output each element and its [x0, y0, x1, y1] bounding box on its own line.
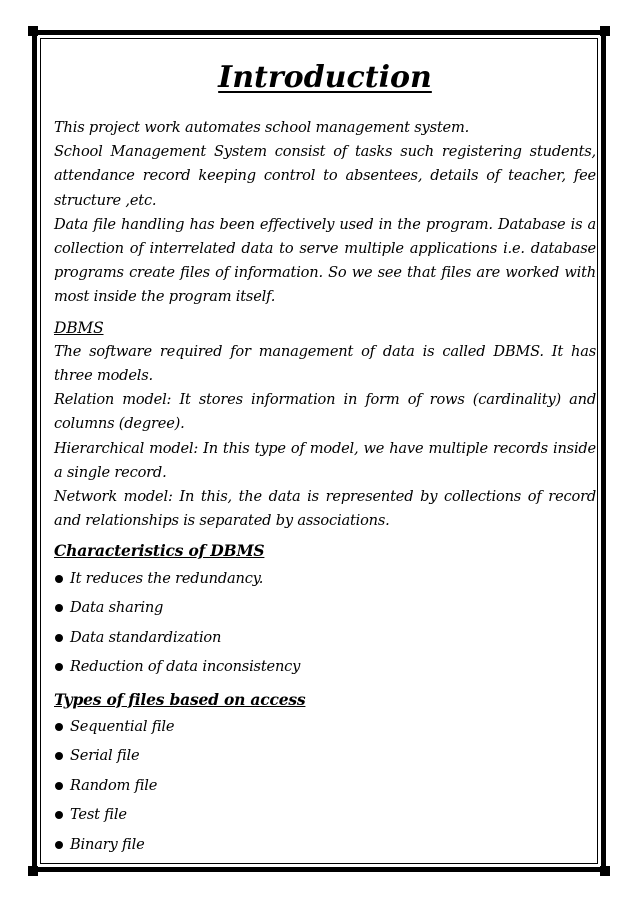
- list-item: [54, 623, 596, 653]
- bullet-icon: [55, 723, 63, 731]
- characteristics-list: [54, 564, 596, 682]
- dbms-paragraph-network-model: Network model: In this, the data is represented by collections of record and relationships is separated by associations.: [54, 488, 596, 530]
- list-item-text: Sequential file: [70, 717, 175, 735]
- bullet-icon: [55, 811, 63, 819]
- list-item: [54, 652, 596, 682]
- intro-paragraph-3: Data file handling has been effectively used in the program. Database is a collection of interrelated data to serve multiple applications i.e. database programs create files of information. So we see that files are worked with most inside the program itself.: [54, 215, 596, 306]
- list-item-text: Random file: [70, 776, 158, 794]
- bullet-icon: [55, 782, 63, 790]
- bullet-icon: [55, 604, 63, 612]
- page-title: Introduction: [218, 60, 432, 95]
- list-item-text: Binary file: [70, 835, 145, 853]
- characteristics-heading: Characteristics of DBMS: [54, 541, 265, 561]
- list-item-text: Test file: [70, 806, 127, 824]
- border-corner-bottom-left: [28, 866, 38, 876]
- list-item-text: Serial file: [70, 747, 140, 765]
- list-item-text: Data standardization: [70, 628, 222, 646]
- list-item: [54, 593, 596, 623]
- border-corner-bottom-right: [600, 866, 610, 876]
- dbms-heading: DBMS: [54, 318, 104, 337]
- border-corner-top-left: [28, 26, 38, 36]
- dbms-paragraph-1: The software required for management of data is called DBMS. It has three models.: [54, 342, 596, 385]
- bullet-icon: [55, 575, 63, 583]
- bullet-icon: [55, 752, 63, 760]
- dbms-paragraph-relation-model: Relation model: It stores information in form of rows (cardinality) and columns (degree).: [54, 391, 596, 433]
- bullet-icon: [55, 841, 63, 849]
- file-types-heading: Types of files based on access: [54, 689, 306, 709]
- list-item-text: It reduces the redundancy.: [70, 569, 264, 587]
- list-item: [54, 564, 596, 594]
- list-item: [54, 830, 596, 860]
- list-item: [54, 712, 596, 742]
- list-item: [54, 800, 596, 830]
- list-item-text: Reduction of data inconsistency: [70, 658, 301, 676]
- file-types-list: [54, 712, 596, 860]
- border-corner-top-right: [600, 26, 610, 36]
- intro-paragraph-2: School Management System consist of tasks such registering students, attendance record keeping control to absentees, details of teacher, fee structure ,etc.: [54, 143, 596, 209]
- intro-paragraph-1: This project work automates school management system.: [54, 119, 470, 136]
- list-item: [54, 771, 596, 801]
- document-body: [54, 56, 596, 859]
- bullet-icon: [55, 634, 63, 642]
- list-item: [54, 741, 596, 771]
- dbms-paragraph-hierarchical-model: Hierarchical model: In this type of model, we have multiple records inside a single record.: [54, 439, 596, 481]
- bullet-icon: [55, 663, 63, 671]
- list-item-text: Data sharing: [70, 599, 164, 617]
